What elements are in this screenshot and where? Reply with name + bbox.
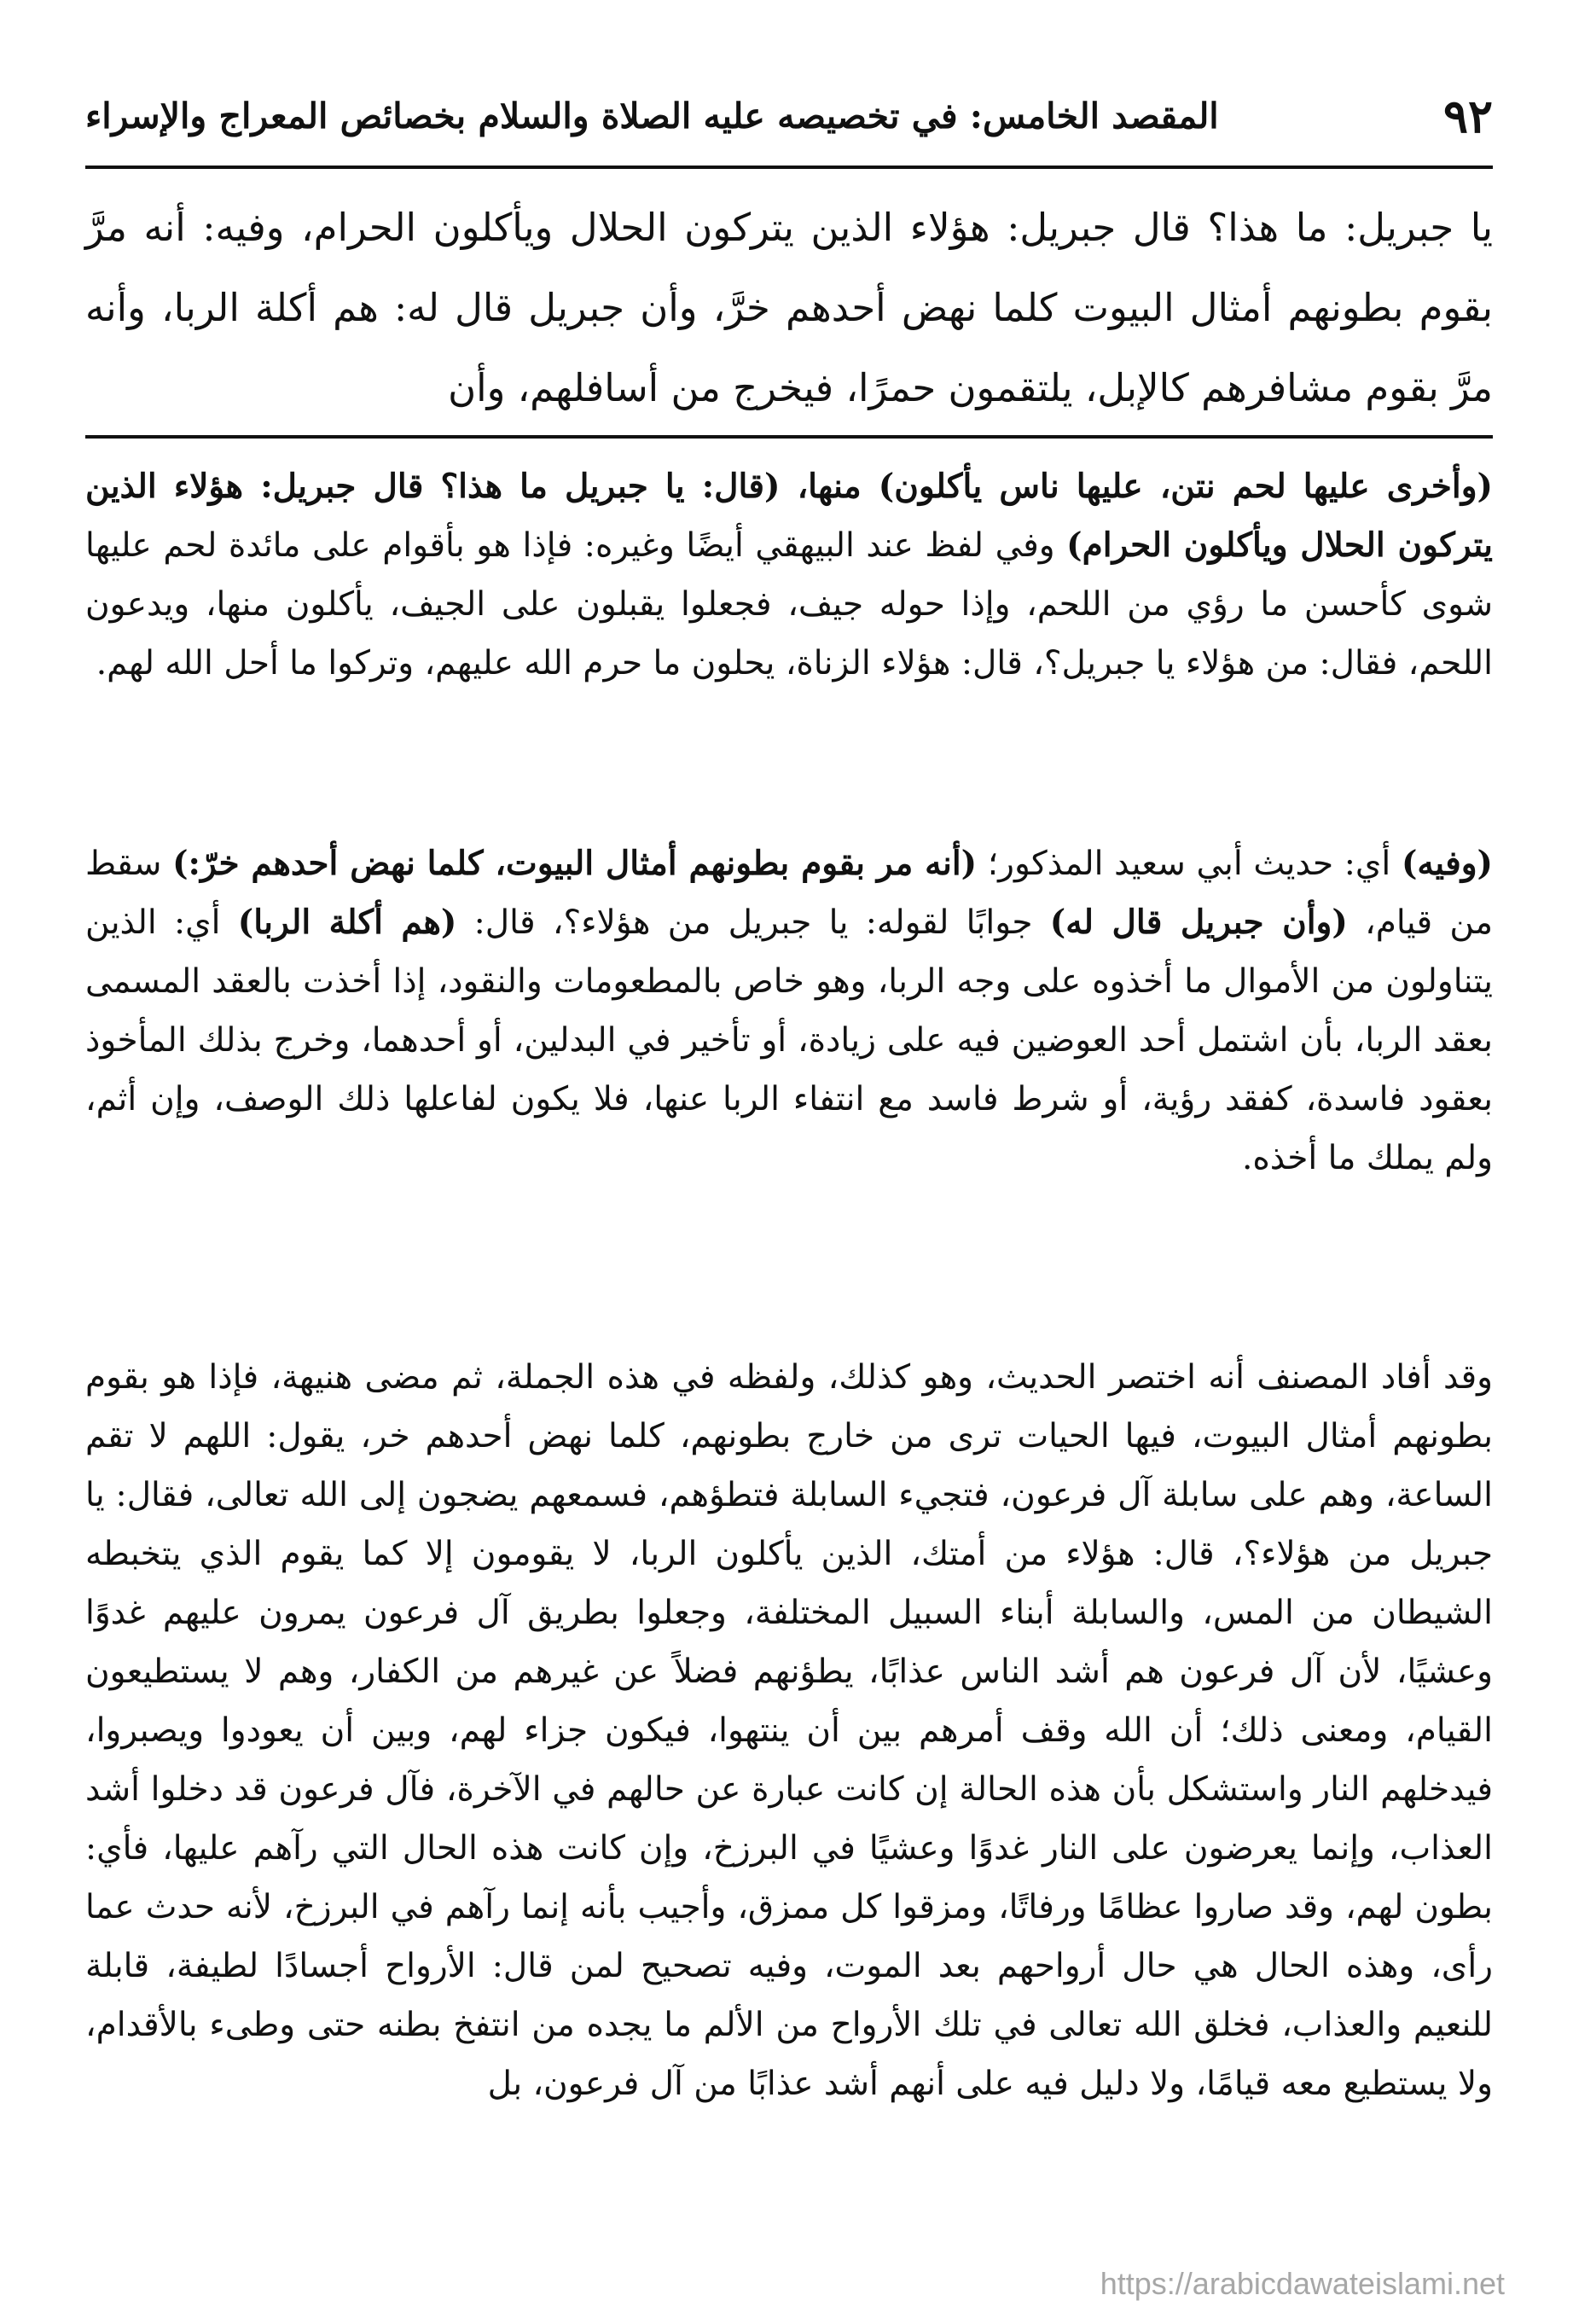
running-title: المقصد الخامس: في تخصيصه عليه الصلاة والسلام بخصائص المعراج والإسراء bbox=[85, 95, 1219, 137]
commentary-text: أي: حديث أبي سعيد المذكور؛ bbox=[977, 845, 1402, 883]
header-rule bbox=[85, 166, 1493, 169]
matn-text: يا جبريل: ما هذا؟ قال جبريل: هؤلاء الذين يتركون الحلال ويأكلون الحرام، وفيه: أنه مرَّ بقوم بطونهم أمثال البيوت كلما نهض أحدهم خرَّ، وأن جبريل قال له: هم أكلة الربا، وأنه مرَّ بقوم مشافرهم كالإبل، يلتقمون حمرًا، فيخرج من أسافلهم، وأن bbox=[85, 205, 1493, 410]
quoted-matn-bold: (وأن جبريل قال له) bbox=[1049, 903, 1348, 942]
commentary-paragraph-1 bbox=[85, 457, 1493, 693]
quoted-matn-bold: (وفيه) bbox=[1401, 844, 1493, 883]
commentary-paragraph-2 bbox=[85, 834, 1493, 1188]
commentary-text: جوابًا لقوله: يا جبريل من هؤلاء؟، قال: bbox=[456, 903, 1050, 942]
commentary-paragraph-3: وقد أفاد المصنف أنه اختصر الحديث، وهو كذلك، ولفظه في هذه الجملة، ثم مضى هنيهة، فإذا هو بقوم بطونهم أمثال البيوت، فيها الحيات ترى من خارج بطونهم، كلما نهض أحدهم خر، يقول: اللهم لا تقم الساعة، وهم على سابلة آل فرعون، فتجيء السابلة فتطؤهم، فسمعهم يضجون إلى الله تعالى، فقال: يا جبريل من هؤلاء؟، قال: هؤلاء من أمتك، الذين يأكلون الربا، لا يقومون إلا كما يقوم الذي يتخبطه الشيطان من المس، والسابلة أبناء السبيل المختلفة، وجعلوا بطريق آل فرعون يمرون عليهم غدوًا وعشيًا، لأن آل فرعون هم أشد الناس عذابًا، يطؤنهم فضلاً عن غيرهم من الكفار، وهم لا يستطيعون القيام، ومعنى ذلك؛ أن الله وقف أمرهم بين أن ينتهوا، فيكون جزاء لهم، وبين أن يعودوا ويصبروا، فيدخلهم النار واستشكل بأن هذه الحالة إن كانت عبارة عن حالهم في الآخرة، فآل فرعون قد دخلوا أشد العذاب، وإنما يعرضون على النار غدوًا وعشيًا في البرزخ، وإن كانت هذه الحال التي رآهم عليها، فأي: بطون لهم، وقد صاروا عظامًا ورفاتًا، ومزقوا كل ممزق، وأجيب بأنه إنما رآهم في البرزخ، لأنه حدث عما رأى، وهذه الحال هي حال أرواحهم بعد الموت، وفيه تصحيح لمن قال: الأرواح أجسادًا لطيفة، قابلة للنعيم والعذاب، فخلق الله تعالى في تلك الأرواح من الألم ما يجده من انتفخ بطنه حتى وطىء بالأقدام، ولا يستطيع معه قيامًا، ولا دليل فيه على أنهم أشد عذابًا من آل فرعون، بل bbox=[85, 1358, 1494, 2103]
commentary-text: وفي لفظ عند البيهقي أيضًا وغيره: فإذا هو بأقوام على مائدة لحم عليها شوى كأحسن ما رؤي من اللحم، وإذا حوله جيف، فجعلوا يقبلون على الجيف، يأكلون منها، ويدعون اللحم، فقال: من هؤلاء يا جبريل؟، قال: هؤلاء الزناة، يحلون ما حرم الله عليهم، وتركوا ما أحل الله لهم. bbox=[85, 526, 1493, 683]
page-number: ٩٢ bbox=[1442, 89, 1493, 143]
book-page bbox=[85, 85, 1493, 2269]
quoted-matn-bold: (أنه مر بقوم بطونهم أمثال البيوت، كلما نهض أحدهم خرّ:) bbox=[172, 844, 978, 883]
commentary-text: أي: الذين يتناولون من الأموال ما أخذوه على وجه الربا، وهو خاص بالمطعومات والنقود، إذا أخذت بالعقد المسمى بعقد الربا، بأن اشتمل أحد العوضين فيه على زيادة، أو تأخير في البدلين، أو أحدهما، وخرج بذلك المأخوذ بعقود فاسدة، كفقد رؤية، أو شرط فاسد مع انتفاء الربا عنها، فلا يكون لفاعلها ذلك الوصف، وإن أثم، ولم يملك ما أخذه. bbox=[85, 903, 1493, 1177]
quoted-matn-bold: (وأخرى عليها لحم نتن، عليها ناس يأكلون) منها، (قال: يا جبريل ما هذا؟ قال جبريل: هؤلاء الذين يتركون الحلال ويأكلون الحرام) bbox=[85, 467, 1493, 565]
running-header bbox=[85, 85, 1493, 147]
matn-separator-rule bbox=[85, 435, 1493, 439]
commentary-text: سقط من قيام، bbox=[85, 845, 1494, 942]
watermark-url: https://arabicdawateislami.net bbox=[1100, 2266, 1505, 2301]
quoted-matn-bold: (هم أكلة الربا) bbox=[237, 903, 457, 942]
